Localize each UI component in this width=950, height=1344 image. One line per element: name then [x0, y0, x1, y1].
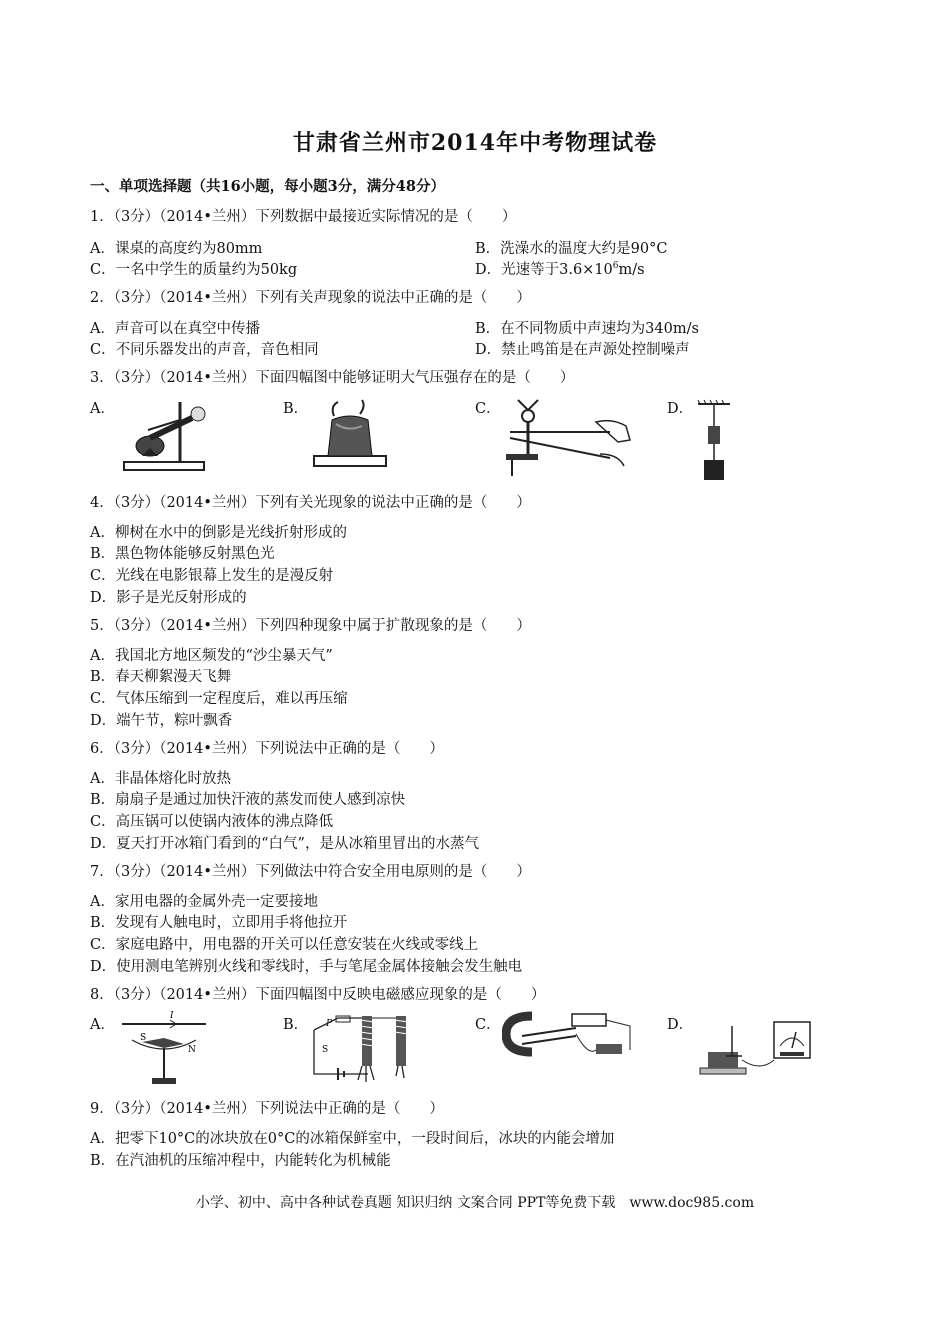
question-7-option-d: D．使用测电笔辨别火线和零线时，手与笔尾金属体接触会发生触电	[90, 959, 523, 975]
label-p: P	[326, 1019, 333, 1029]
question-2-stem: 2．（3分）（2014•兰州）下列有关声现象的说法中正确的是（ ）	[90, 290, 531, 306]
question-7-stem: 7．（3分）（2014•兰州）下列做法中符合安全用电原则的是（ ）	[90, 864, 531, 880]
label-north: N	[188, 1045, 196, 1055]
question-7-option-b: B．发现有人触电时，立即用手将他拉开	[90, 915, 348, 931]
question-4-stem: 4．（3分）（2014•兰州）下列有关光现象的说法中正确的是（ ）	[90, 495, 531, 511]
question-2-option-d: D．禁止鸣笛是在声源处控制噪声	[475, 342, 690, 358]
question-4-option-c: C．光线在电影银幕上发生的是漫反射	[90, 568, 334, 584]
label-switch: S	[322, 1045, 329, 1055]
question-4-option-a: A．柳树在水中的倒影是光线折射形成的	[90, 525, 347, 541]
label-current: I	[170, 1011, 174, 1021]
page-title: 甘肃省兰州市2014年中考物理试卷	[292, 130, 658, 156]
question-6-option-d: D．夏天打开冰箱门看到的“白气”，是从冰箱里冒出的水蒸气	[90, 836, 479, 852]
question-5-option-b: B．春天柳絮漫天飞舞	[90, 669, 232, 685]
question-6-option-a: A．非晶体熔化时放热	[90, 771, 231, 787]
question-4-option-b: B．黑色物体能够反射黑色光	[90, 546, 275, 562]
figure-flask-stand	[120, 396, 210, 476]
question-6-option-b: B．扇扇子是通过加快汗液的蒸发而使人感到凉快	[90, 792, 406, 808]
question-8-option-b: B．	[283, 1017, 309, 1033]
question-8-stem: 8．（3分）（2014•兰州）下面四幅图中反映电磁感应现象的是（ ）	[90, 987, 546, 1003]
figure-magdeburg	[500, 396, 635, 478]
figure-electromagnets	[308, 1008, 418, 1088]
question-9-option-a: A．把零下10°C的冰块放在0°C的冰箱保鲜室中，一段时间后，冰块的内能会增加	[90, 1131, 615, 1147]
section-heading: 一、单项选择题（共16小题，每小题3分，满分48分）	[90, 178, 445, 195]
question-3-option-d: D．	[667, 401, 694, 417]
question-7-option-a: A．家用电器的金属外壳一定要接地	[90, 894, 318, 910]
question-5-option-d: D．端午节，粽叶飘香	[90, 713, 233, 729]
question-4-option-d: D．影子是光反射形成的	[90, 590, 247, 606]
question-1-option-d	[475, 261, 645, 279]
question-8-option-a: A．	[90, 1017, 115, 1033]
question-6-stem: 6．（3分）（2014•兰州）下列说法中正确的是（ ）	[90, 741, 444, 757]
question-3-option-a: A．	[90, 401, 115, 417]
question-8-option-d: D．	[667, 1017, 694, 1033]
figure-steam-pot	[312, 398, 392, 470]
figure-motor-rails	[502, 1010, 637, 1068]
question-1-stem: 1．（3分）（2014•兰州）下列数据中最接近实际情况的是（ ）	[90, 209, 517, 225]
question-9-stem: 9．（3分）（2014•兰州）下列说法中正确的是（ ）	[90, 1101, 444, 1117]
figure-oersted	[118, 1010, 210, 1088]
question-1-option-c: C．一名中学生的质量约为50kg	[90, 262, 298, 278]
question-3-option-b: B．	[283, 401, 309, 417]
question-5-option-a: A．我国北方地区频发的“沙尘暴天气”	[90, 648, 333, 664]
question-8-option-c: C．	[475, 1017, 501, 1033]
figure-hanging-weight	[694, 398, 734, 484]
unit: m/s	[618, 262, 645, 278]
question-2-option-b: B．在不同物质中声速均为340m/s	[475, 321, 699, 337]
question-3-stem: 3．（3分）（2014•兰州）下面四幅图中能够证明大气压强存在的是（ ）	[90, 370, 575, 386]
exponent: 6	[612, 261, 619, 272]
question-5-stem: 5．（3分）（2014•兰州）下列四种现象中属于扩散现象的是（ ）	[90, 618, 531, 634]
question-9-option-b: B．在汽油机的压缩冲程中，内能转化为机械能	[90, 1153, 391, 1169]
question-3-option-c: C．	[475, 401, 501, 417]
label-south: S	[140, 1033, 147, 1043]
question-1-option-d-text: D．光速等于3.6×10	[475, 262, 613, 278]
figure-galvanometer	[696, 1012, 816, 1082]
question-7-option-c: C．家庭电路中，用电器的开关可以任意安装在火线或零线上	[90, 937, 479, 953]
page-footer: 小学、初中、高中各种试卷真题 知识归纳 文案合同 PPT等免费下载 www.doc985.com	[195, 1195, 755, 1211]
question-5-option-c: C．气体压缩到一定程度后，难以再压缩	[90, 691, 348, 707]
question-1-option-b: B．洗澡水的温度大约是90°C	[475, 241, 668, 257]
question-2-option-c: C．不同乐器发出的声音，音色相同	[90, 342, 319, 358]
question-1-option-a: A．课桌的高度约为80mm	[90, 241, 263, 257]
question-6-option-c: C．高压锅可以使锅内液体的沸点降低	[90, 814, 334, 830]
question-2-option-a: A．声音可以在真空中传播	[90, 321, 260, 337]
